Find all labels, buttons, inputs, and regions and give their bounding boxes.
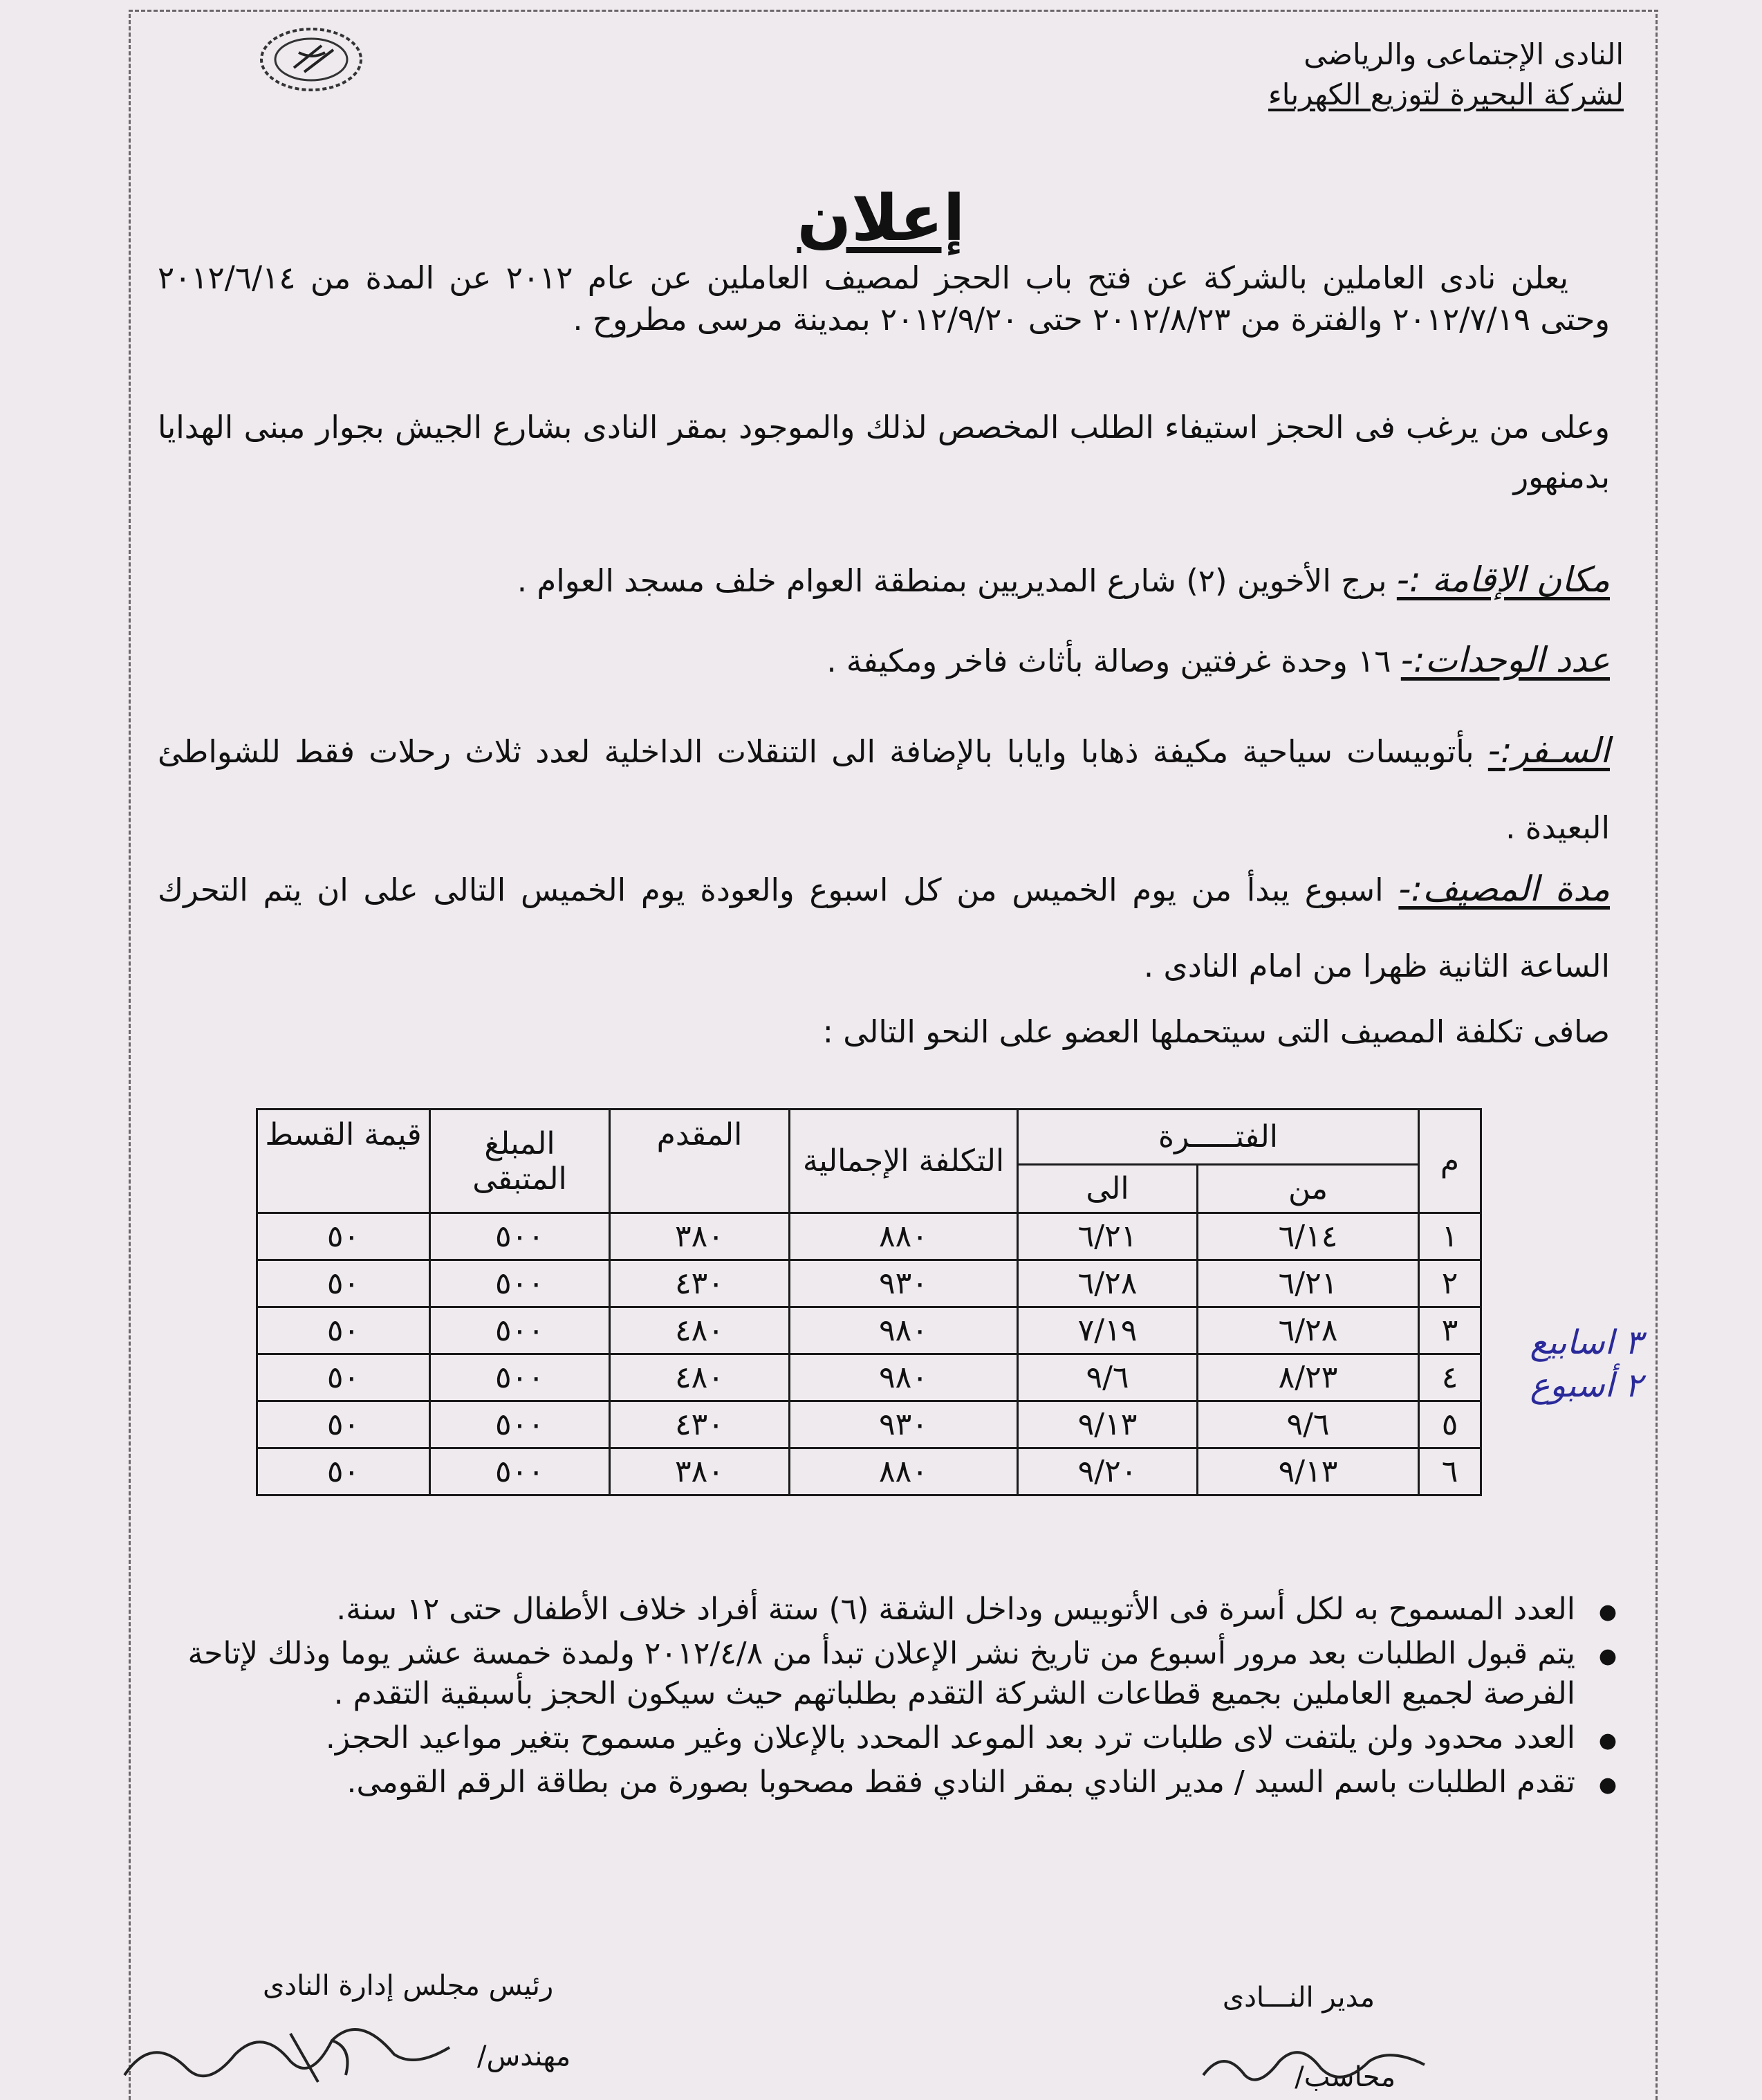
duration-label: مدة المصيف:- bbox=[1398, 869, 1611, 909]
cost-intro: صافى تكلفة المصيف التى سيتحملها العضو على النحو التالى : bbox=[822, 1013, 1610, 1050]
cell-installment: ٥٠ bbox=[257, 1354, 430, 1401]
residence-line bbox=[158, 559, 1610, 602]
cell-remaining: ٥٠٠ bbox=[430, 1401, 610, 1448]
cell-installment: ٥٠ bbox=[257, 1260, 430, 1307]
notes-list bbox=[178, 1590, 1617, 1807]
cell-total: ٩٣٠ bbox=[790, 1260, 1018, 1307]
table-row bbox=[257, 1307, 1481, 1354]
header-from: من bbox=[1198, 1165, 1419, 1213]
cell-deposit: ٤٨٠ bbox=[610, 1354, 790, 1401]
header-to: الى bbox=[1018, 1165, 1198, 1213]
cell-total: ٩٨٠ bbox=[790, 1307, 1018, 1354]
intro-paragraph: يعلن نادى العاملين بالشركة عن فتح باب الحجز لمصيف العاملين عن عام ٢٠١٢ عن المدة من ٢٠١٢/٦/١٤ وحتى ٢٠١٢/٧/١٩ والفترة من ٢٠١٢/٨/٢٣ حتى ٢٠١٢/٩/٢٠ بمدينة مرسى مطروح . bbox=[158, 259, 1610, 338]
cell-from: ٩/١٣ bbox=[1198, 1448, 1419, 1495]
board-chairman-title: رئيس مجلس إدارة النادى bbox=[263, 1970, 554, 2002]
units-label: عدد الوحدات:- bbox=[1400, 640, 1610, 680]
cell-to: ٦/٢٨ bbox=[1018, 1260, 1198, 1307]
cell-to: ٩/٢٠ bbox=[1018, 1448, 1198, 1495]
cell-num: ١ bbox=[1419, 1213, 1481, 1260]
cell-total: ٩٨٠ bbox=[790, 1354, 1018, 1401]
cell-total: ٨٨٠ bbox=[790, 1448, 1018, 1495]
duration-value: اسبوع يبدأ من يوم الخميس من كل اسبوع والعودة يوم الخميس التالى على ان يتم التحرك الساعة الثانية ظهرا من امام النادى . bbox=[158, 872, 1610, 984]
table-row bbox=[257, 1260, 1481, 1307]
travel-value: بأتوبيسات سياحية مكيفة ذهابا وايابا بالإضافة الى التنقلات الداخلية لعدد ثلاث رحلات فقط للشواطئ البعيدة . bbox=[158, 733, 1610, 846]
cell-deposit: ٣٨٠ bbox=[610, 1213, 790, 1260]
table-row bbox=[257, 1354, 1481, 1401]
cell-to: ٩/١٣ bbox=[1018, 1401, 1198, 1448]
cell-num: ٥ bbox=[1419, 1401, 1481, 1448]
note-item: ● العدد محدود ولن يلتفت لاى طلبات ترد بعد الموعد المحدد بالإعلان وغير مسموح بتغير مواعيد الحجز. bbox=[178, 1718, 1617, 1758]
cell-remaining: ٥٠٠ bbox=[430, 1213, 610, 1260]
cell-num: ٢ bbox=[1419, 1260, 1481, 1307]
table-header-row bbox=[257, 1109, 1481, 1165]
manager-signature bbox=[1189, 2027, 1438, 2096]
club-seal-icon bbox=[256, 25, 367, 94]
table-row bbox=[257, 1401, 1481, 1448]
header-remaining: المبلغ المتبقى bbox=[430, 1109, 610, 1213]
note-item: ● العدد المسموح به لكل أسرة فى الأتوبيس وداخل الشقة (٦) ستة أفراد خلاف الأطفال حتى ١٢ سنة. bbox=[178, 1590, 1617, 1630]
org-name-line1: النادى الإجتماعى والرياضى bbox=[1304, 37, 1624, 71]
page-border-top bbox=[129, 10, 1658, 12]
cell-remaining: ٥٠٠ bbox=[430, 1307, 610, 1354]
cell-installment: ٥٠ bbox=[257, 1213, 430, 1260]
handwritten-note-line2: ٢ أسبوع bbox=[1530, 1366, 1642, 1405]
page-border-left bbox=[129, 14, 140, 2100]
cell-deposit: ٤٣٠ bbox=[610, 1260, 790, 1307]
cell-from: ٦/١٤ bbox=[1198, 1213, 1419, 1260]
header-period: الفتـــــرة bbox=[1018, 1109, 1419, 1165]
header-installment: قيمة القسط bbox=[257, 1109, 430, 1213]
cell-total: ٨٨٠ bbox=[790, 1213, 1018, 1260]
cell-installment: ٥٠ bbox=[257, 1401, 430, 1448]
units-line bbox=[158, 639, 1610, 682]
handwritten-note-line1: ٣ اسابيع bbox=[1530, 1323, 1642, 1362]
cell-total: ٩٣٠ bbox=[790, 1401, 1018, 1448]
cell-installment: ٥٠ bbox=[257, 1307, 430, 1354]
board-chairman-role: مهندس/ bbox=[477, 2041, 571, 2072]
cell-from: ٨/٢٣ bbox=[1198, 1354, 1419, 1401]
table-row bbox=[257, 1448, 1481, 1495]
note-item: ● تقدم الطلبات باسم السيد / مدير النادي بمقر النادي فقط مصحوبا بصورة من بطاقة الرقم القومى. bbox=[178, 1762, 1617, 1803]
cell-num: ٣ bbox=[1419, 1307, 1481, 1354]
header-total: التكلفة الإجمالية bbox=[790, 1109, 1018, 1213]
cell-remaining: ٥٠٠ bbox=[430, 1448, 610, 1495]
club-manager-title: مدير النـــادى bbox=[1222, 1982, 1375, 2014]
duration-line bbox=[158, 851, 1610, 1004]
cell-from: ٦/٢٨ bbox=[1198, 1307, 1419, 1354]
cell-deposit: ٤٨٠ bbox=[610, 1307, 790, 1354]
cell-installment: ٥٠ bbox=[257, 1448, 430, 1495]
cell-num: ٤ bbox=[1419, 1354, 1481, 1401]
org-name-line2: لشركة البحيرة لتوزيع الكهرباء bbox=[1268, 77, 1624, 111]
cell-to: ٦/٢١ bbox=[1018, 1213, 1198, 1260]
table-row bbox=[257, 1213, 1481, 1260]
organization-header bbox=[1236, 35, 1624, 115]
cell-remaining: ٥٠٠ bbox=[430, 1354, 610, 1401]
cell-num: ٦ bbox=[1419, 1448, 1481, 1495]
cell-from: ٩/٦ bbox=[1198, 1401, 1419, 1448]
travel-label: السـفر:- bbox=[1487, 730, 1610, 771]
cell-deposit: ٤٣٠ bbox=[610, 1401, 790, 1448]
cell-to: ٧/١٩ bbox=[1018, 1307, 1198, 1354]
header-num: م bbox=[1419, 1109, 1481, 1213]
cost-table bbox=[256, 1108, 1482, 1496]
page-title: إعلان bbox=[797, 181, 965, 255]
note-item: ● يتم قبول الطلبات بعد مرور أسبوع من تاريخ نشر الإعلان تبدأ من ٢٠١٢/٤/٨ ولمدة خمسة عشر يوما وذلك لإتاحة الفرصة لجميع العاملين بجميع قطاعات الشركة التقدم بطلباتهم حيث سيكون الحجز بأسبقية التقدم . bbox=[178, 1634, 1617, 1714]
cell-to: ٩/٦ bbox=[1018, 1354, 1198, 1401]
cell-remaining: ٥٠٠ bbox=[430, 1260, 610, 1307]
cell-from: ٦/٢١ bbox=[1198, 1260, 1419, 1307]
application-paragraph: وعلى من يرغب فى الحجز استيفاء الطلب المخصص لذلك والموجود بمقر النادى بشارع الجيش بجوار مبنى الهدايا بدمنهور bbox=[158, 409, 1610, 495]
header-deposit: المقدم bbox=[610, 1109, 790, 1213]
residence-value: برج الأخوين (٢) شارع المديريين بمنطقة العوام خلف مسجد العوام . bbox=[517, 562, 1387, 599]
handwritten-note bbox=[1497, 1321, 1642, 1407]
club-manager-role: محاسب/ bbox=[1295, 2061, 1395, 2093]
chairman-signature bbox=[111, 2020, 498, 2096]
page-border-right bbox=[1656, 14, 1667, 2100]
residence-label: مكان الإقامة :- bbox=[1396, 560, 1610, 600]
units-value: ١٦ وحدة غرفتين وصالة بأثاث فاخر ومكيفة . bbox=[826, 643, 1391, 679]
travel-line bbox=[158, 712, 1610, 866]
cell-deposit: ٣٨٠ bbox=[610, 1448, 790, 1495]
